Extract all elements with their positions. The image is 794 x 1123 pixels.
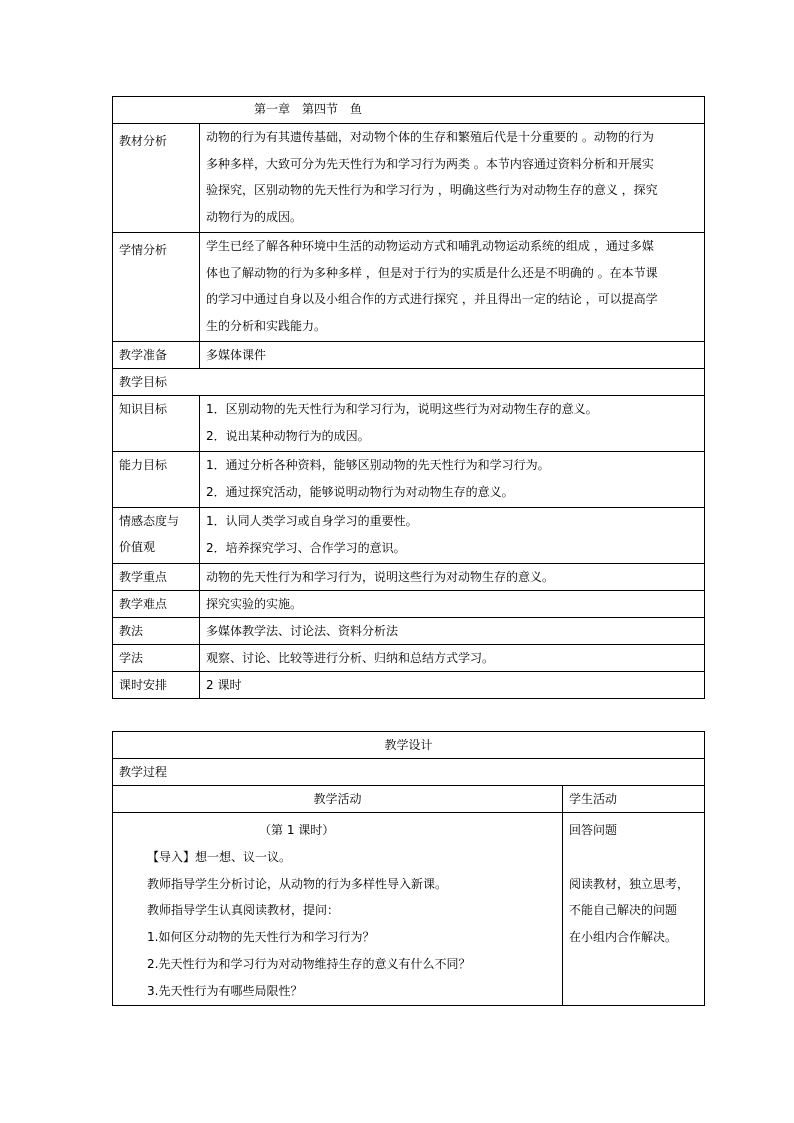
goal-label-ability: 能力目标 bbox=[113, 452, 200, 508]
row-content-key: 动物的先天性行为和学习行为，说明这些行为对动物生存的意义。 bbox=[200, 564, 705, 591]
row-content-material: 动物的行为有其遗传基础，对动物个体的生存和繁殖后代是十分重要的 。动物的行为 多种多样，大致可分为先天性行为和学习行为两类 。本节内容通过资料分析和开展实 验探究，区别动物的先天性行为和学习行为 ，明确这些行为对动物生存的意义 ，探究 动物行为的成因。 bbox=[200, 124, 705, 233]
lesson-name: 鱼 bbox=[350, 102, 363, 116]
design-title: 教学设计 bbox=[113, 732, 705, 759]
row-content-difficulty: 探究实验的实施。 bbox=[200, 591, 705, 618]
row-label-student: 学情分析 bbox=[113, 233, 200, 342]
goal-content-emotion: 1．认同人类学习或自身学习的重要性。 2．培养探究学习、合作学习的意识。 bbox=[200, 508, 705, 564]
row-content-student: 学生已经了解各种环境中生活的动物运动方式和哺乳动物运动系统的组成 ，通过多媒 体也了解动物的行为多种多样 ，但是对于行为的实质是什么还是不明确的 。在本节课 的学习中通过自身以及小组合作的方式进行探究 ，并且得出一定的结论 ，可以提高学 生的分析和实践能力。 bbox=[200, 233, 705, 342]
row-content-schedule: 2 课时 bbox=[200, 672, 705, 699]
goal-label-knowledge: 知识目标 bbox=[113, 396, 200, 452]
teaching-design-table bbox=[112, 731, 705, 1006]
goals-header: 教学目标 bbox=[113, 369, 705, 396]
goal-label-emotion: 情感态度与 价值观 bbox=[113, 508, 200, 564]
row-label-schedule: 课时安排 bbox=[113, 672, 200, 699]
row-label-teaching-method: 教法 bbox=[113, 618, 200, 645]
process-header: 教学过程 bbox=[113, 759, 705, 786]
row-content-learning-method: 观察、讨论、比较等进行分析、归纳和总结方式学习。 bbox=[200, 645, 705, 672]
student-cell: 回答问题 阅读教材，独立思考， 不能自己解决的问题 在小组内合作解决。 bbox=[563, 813, 705, 1006]
lesson-info-table bbox=[112, 96, 705, 699]
activity-cell: （第 1 课时） 【导入】想一想、议一议。 教师指导学生分析讨论，从动物的行为多样性导入新课。 教师指导学生认真阅读教材，提问： 1.如何区分动物的先天性行为和学习行为？ 2.先天性行为和学习行为对动物维持生存的意义有什么不同？ 3.先天性行为有哪些局限性？ bbox=[113, 813, 563, 1006]
row-label-material: 教材分析 bbox=[113, 124, 200, 233]
row-label-key: 教学重点 bbox=[113, 564, 200, 591]
chapter-label: 第一章 bbox=[254, 102, 291, 116]
goal-content-knowledge: 1．区别动物的先天性行为和学习行为，说明这些行为对动物生存的意义。 2．说出某种动物行为的成因。 bbox=[200, 396, 705, 452]
section-label: 第四节 bbox=[302, 102, 339, 116]
col-header-student: 学生活动 bbox=[563, 786, 705, 813]
chapter-title bbox=[113, 97, 705, 124]
row-content-prep: 多媒体课件 bbox=[200, 342, 705, 369]
row-label-difficulty: 教学难点 bbox=[113, 591, 200, 618]
row-label-learning-method: 学法 bbox=[113, 645, 200, 672]
col-header-activity: 教学活动 bbox=[113, 786, 563, 813]
goal-content-ability: 1．通过分析各种资料，能够区别动物的先天性行为和学习行为。 2．通过探究活动，能够说明动物行为对动物生存的意义。 bbox=[200, 452, 705, 508]
row-content-teaching-method: 多媒体教学法、讨论法、资料分析法 bbox=[200, 618, 705, 645]
row-label-prep: 教学准备 bbox=[113, 342, 200, 369]
